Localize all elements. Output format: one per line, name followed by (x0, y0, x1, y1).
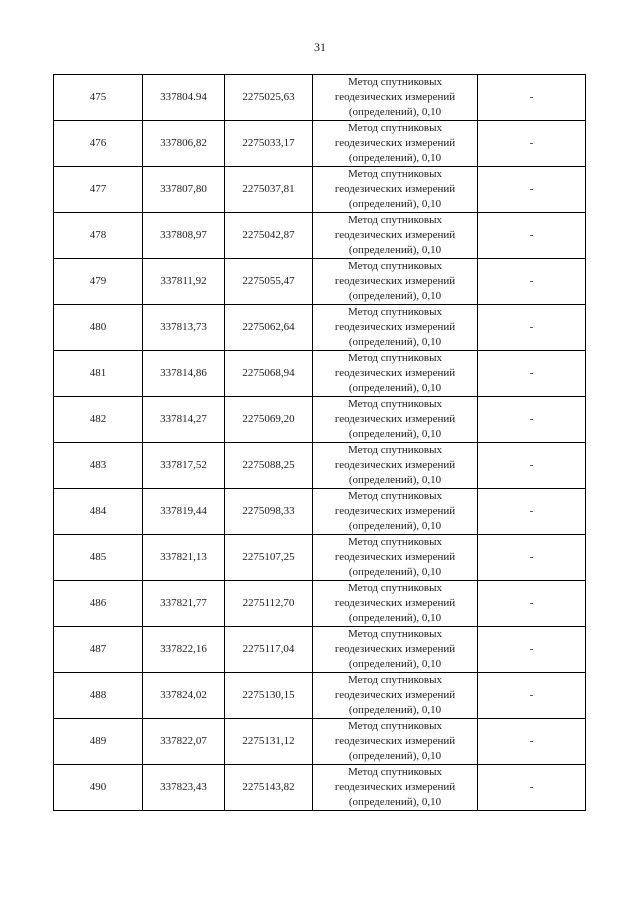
point-number-cell: 484 (54, 489, 143, 535)
method-text: Метод спутниковых (348, 628, 442, 640)
note-cell: - (478, 397, 586, 443)
method-text: Метод спутниковых (348, 214, 442, 226)
coordinates-table (53, 74, 586, 811)
method-text: Метод спутниковых (348, 352, 442, 364)
point-number-cell: 487 (54, 627, 143, 673)
note-cell: - (478, 535, 586, 581)
method-text: Метод спутниковых (348, 444, 442, 456)
method-text: геодезических измерений (334, 183, 456, 195)
point-number-cell: 479 (54, 259, 143, 305)
method-text: геодезических измерений (334, 275, 456, 287)
method-text: геодезических измерений (334, 459, 456, 471)
method-text: геодезических измерений (334, 321, 456, 333)
y-coordinate-cell: 2275098,33 (225, 489, 313, 535)
x-coordinate-cell: 337821,77 (143, 581, 225, 627)
method-text: (определений), 0,10 (348, 336, 442, 348)
x-coordinate-cell: 337814,86 (143, 351, 225, 397)
method-text: геодезических измерений (334, 781, 456, 793)
table-row (54, 305, 586, 351)
method-text: Метод спутниковых (348, 490, 442, 502)
note-cell: - (478, 581, 586, 627)
method-cell (313, 121, 478, 167)
note-cell: - (478, 351, 586, 397)
method-text: Метод спутниковых (348, 582, 442, 594)
method-text: (определений), 0,10 (348, 658, 442, 670)
method-text: (определений), 0,10 (348, 750, 442, 762)
method-text: геодезических измерений (334, 91, 456, 103)
method-cell (313, 167, 478, 213)
x-coordinate-cell: 337806,82 (143, 121, 225, 167)
point-number-cell: 485 (54, 535, 143, 581)
x-coordinate-cell: 337808,97 (143, 213, 225, 259)
y-coordinate-cell: 2275117,04 (225, 627, 313, 673)
point-number-cell: 481 (54, 351, 143, 397)
x-coordinate-cell: 337822,16 (143, 627, 225, 673)
note-cell: - (478, 673, 586, 719)
x-coordinate-cell: 337811,92 (143, 259, 225, 305)
method-cell (313, 581, 478, 627)
method-text: (определений), 0,10 (348, 566, 442, 578)
method-cell (313, 535, 478, 581)
method-text: Метод спутниковых (348, 766, 442, 778)
y-coordinate-cell: 2275107,25 (225, 535, 313, 581)
y-coordinate-cell: 2275033,17 (225, 121, 313, 167)
method-text: геодезических измерений (334, 229, 456, 241)
table-row (54, 397, 586, 443)
method-text: Метод спутниковых (348, 674, 442, 686)
method-cell (313, 765, 478, 811)
method-text: (определений), 0,10 (348, 244, 442, 256)
table-row (54, 443, 586, 489)
method-text: (определений), 0,10 (348, 520, 442, 532)
method-text: геодезических измерений (334, 689, 456, 701)
point-number-cell: 482 (54, 397, 143, 443)
x-coordinate-cell: 337824,02 (143, 673, 225, 719)
y-coordinate-cell: 2275088,25 (225, 443, 313, 489)
note-cell: - (478, 213, 586, 259)
y-coordinate-cell: 2275025,63 (225, 75, 313, 121)
point-number-cell: 483 (54, 443, 143, 489)
x-coordinate-cell: 337814,27 (143, 397, 225, 443)
table-row (54, 167, 586, 213)
point-number-cell: 478 (54, 213, 143, 259)
point-number-cell: 480 (54, 305, 143, 351)
method-text: (определений), 0,10 (348, 290, 442, 302)
method-text: (определений), 0,10 (348, 428, 442, 440)
table-row (54, 627, 586, 673)
table-row (54, 121, 586, 167)
method-cell (313, 213, 478, 259)
table-row (54, 673, 586, 719)
method-text: (определений), 0,10 (348, 612, 442, 624)
note-cell: - (478, 443, 586, 489)
x-coordinate-cell: 337819,44 (143, 489, 225, 535)
x-coordinate-cell: 337823,43 (143, 765, 225, 811)
method-text: геодезических измерений (334, 643, 456, 655)
table-row (54, 75, 586, 121)
y-coordinate-cell: 2275069,20 (225, 397, 313, 443)
point-number-cell: 489 (54, 719, 143, 765)
point-number-cell: 488 (54, 673, 143, 719)
note-cell: - (478, 765, 586, 811)
method-cell (313, 397, 478, 443)
x-coordinate-cell: 337822,07 (143, 719, 225, 765)
method-cell (313, 627, 478, 673)
method-text: геодезических измерений (334, 597, 456, 609)
method-text: Метод спутниковых (348, 720, 442, 732)
method-text: Метод спутниковых (348, 122, 442, 134)
method-text: геодезических измерений (334, 551, 456, 563)
table-row (54, 489, 586, 535)
point-number-cell: 490 (54, 765, 143, 811)
method-cell (313, 489, 478, 535)
y-coordinate-cell: 2275112,70 (225, 581, 313, 627)
table-body (54, 75, 586, 811)
y-coordinate-cell: 2275130,15 (225, 673, 313, 719)
note-cell: - (478, 167, 586, 213)
point-number-cell: 476 (54, 121, 143, 167)
method-text: (определений), 0,10 (348, 474, 442, 486)
method-text: Метод спутниковых (348, 260, 442, 272)
point-number-cell: 475 (54, 75, 143, 121)
note-cell: - (478, 627, 586, 673)
table-row (54, 213, 586, 259)
x-coordinate-cell: 337804.94 (143, 75, 225, 121)
method-cell (313, 443, 478, 489)
y-coordinate-cell: 2275062,64 (225, 305, 313, 351)
x-coordinate-cell: 337817,52 (143, 443, 225, 489)
method-text: (определений), 0,10 (348, 198, 442, 210)
table-row (54, 581, 586, 627)
note-cell: - (478, 719, 586, 765)
x-coordinate-cell: 337807,80 (143, 167, 225, 213)
method-cell (313, 351, 478, 397)
y-coordinate-cell: 2275037,81 (225, 167, 313, 213)
point-number-cell: 477 (54, 167, 143, 213)
method-text: (определений), 0,10 (348, 152, 442, 164)
method-text: (определений), 0,10 (348, 796, 442, 808)
method-text: Метод спутниковых (348, 168, 442, 180)
method-cell (313, 673, 478, 719)
table-row (54, 351, 586, 397)
table-row (54, 535, 586, 581)
note-cell: - (478, 489, 586, 535)
note-cell: - (478, 121, 586, 167)
method-text: Метод спутниковых (348, 398, 442, 410)
table-row (54, 259, 586, 305)
y-coordinate-cell: 2275068,94 (225, 351, 313, 397)
method-cell (313, 719, 478, 765)
x-coordinate-cell: 337821,13 (143, 535, 225, 581)
method-text: геодезических измерений (334, 735, 456, 747)
y-coordinate-cell: 2275143,82 (225, 765, 313, 811)
x-coordinate-cell: 337813,73 (143, 305, 225, 351)
method-text: (определений), 0,10 (348, 106, 442, 118)
y-coordinate-cell: 2275131,12 (225, 719, 313, 765)
method-cell (313, 259, 478, 305)
y-coordinate-cell: 2275055,47 (225, 259, 313, 305)
method-text: геодезических измерений (334, 413, 456, 425)
method-text: геодезических измерений (334, 367, 456, 379)
note-cell: - (478, 75, 586, 121)
page-number: 31 (314, 40, 326, 54)
method-cell (313, 75, 478, 121)
method-text: (определений), 0,10 (348, 382, 442, 394)
note-cell: - (478, 259, 586, 305)
method-text: (определений), 0,10 (348, 704, 442, 716)
method-cell (313, 305, 478, 351)
method-text: Метод спутниковых (348, 306, 442, 318)
method-text: геодезических измерений (334, 137, 456, 149)
point-number-cell: 486 (54, 581, 143, 627)
method-text: Метод спутниковых (348, 76, 442, 88)
y-coordinate-cell: 2275042,87 (225, 213, 313, 259)
method-text: геодезических измерений (334, 505, 456, 517)
note-cell: - (478, 305, 586, 351)
table-row (54, 719, 586, 765)
method-text: Метод спутниковых (348, 536, 442, 548)
table-row (54, 765, 586, 811)
